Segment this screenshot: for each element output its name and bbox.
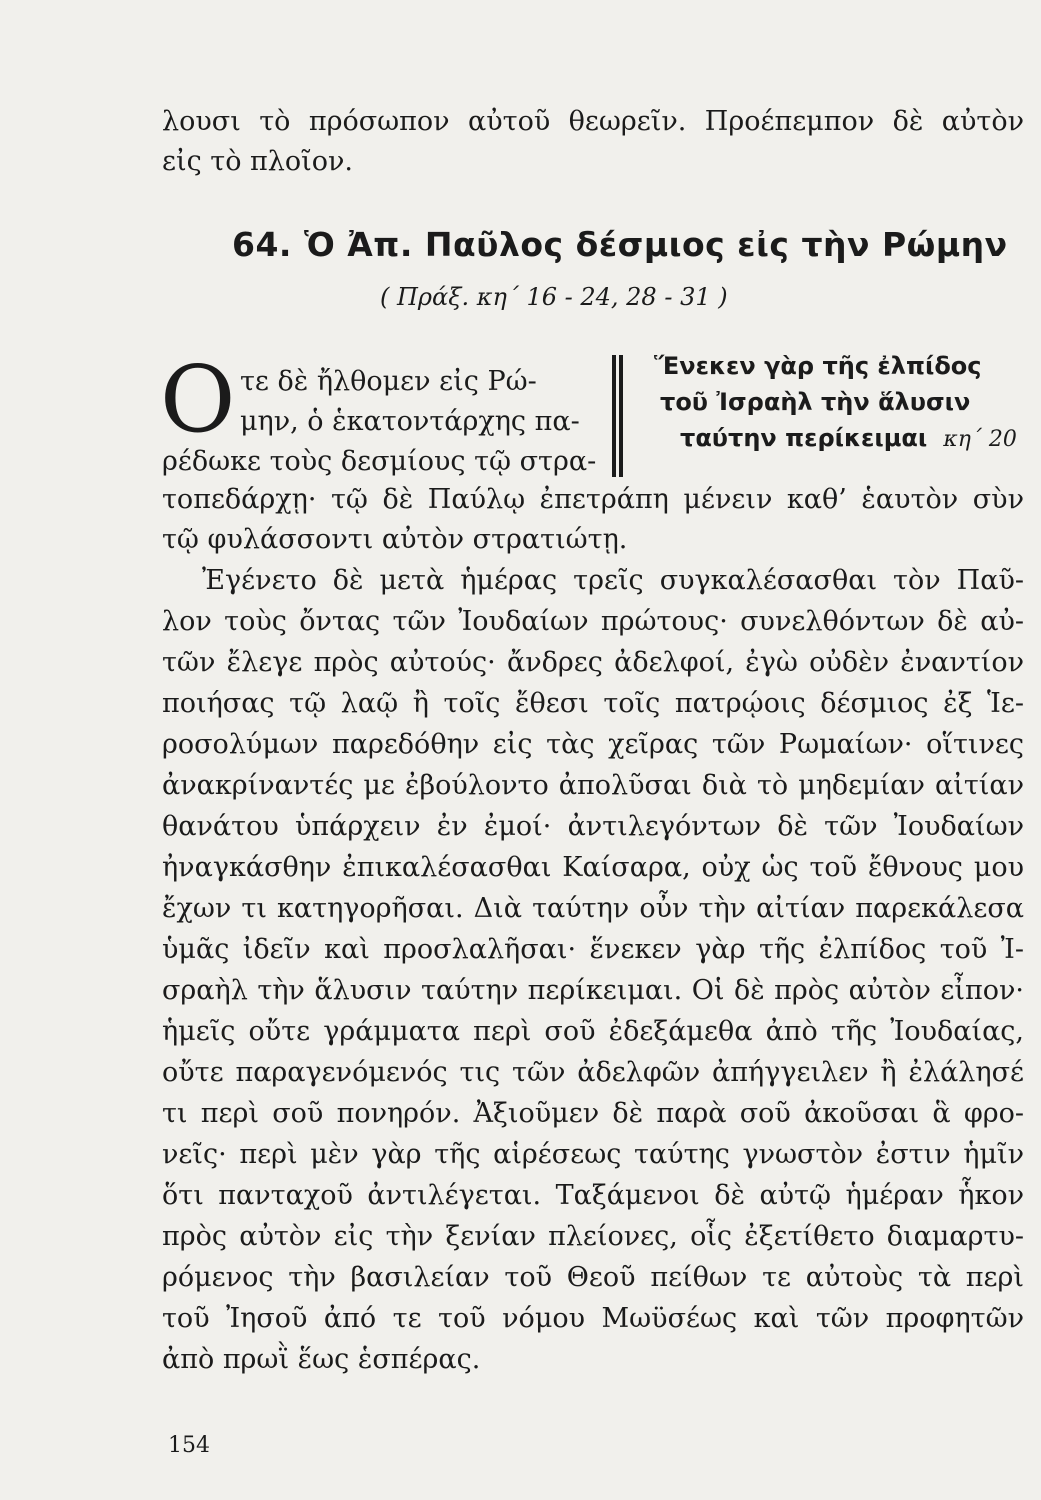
text-line: εἰς τὸ πλοῖον.	[162, 146, 354, 177]
section-title: 64. Ὁ Ἀπ. Παῦλος δέσμιος εἰς τὴν Ρώμην	[232, 225, 1008, 264]
text-line: ἀνακρίναντές με ἐβούλοντο ἀπολῦσαι διὰ τὸ μηδεμίαν αἰτίαν	[162, 770, 1024, 801]
text-line: ρόμενος τὴν βασιλείαν τοῦ Θεοῦ πείθων τε αὐτοὺς τὰ περὶ	[162, 1262, 1024, 1293]
quote-line: Ἕνεκεν γὰρ τῆς ἐλπίδος	[654, 352, 982, 380]
quote-line: τοῦ Ἰσραὴλ τὴν ἅλυσιν	[660, 388, 971, 416]
text-line: Ἐγένετο δὲ μετὰ ἡμέρας τρεῖς συγκαλέσασθαι τὸν Παῦ-	[202, 565, 1024, 596]
text-line: τοπεδάρχῃ· τῷ δὲ Παύλῳ ἐπετράπη μένειν καθ’ ἑαυτὸν σὺν	[162, 484, 1024, 515]
text-line: ἠναγκάσθην ἐπικαλέσασθαι Καίσαρα, οὐχ ὡς τοῦ ἔθνους μου	[162, 852, 1024, 883]
text-line: πρὸς αὐτὸν εἰς τὴν ξενίαν πλείονες, οἷς ἐξετίθετο διαμαρτυ-	[162, 1221, 1024, 1252]
text-line: λουσι τὸ πρόσωπον αὐτοῦ θεωρεῖν. Προέπεμπον δὲ αὐτὸν	[162, 106, 1024, 137]
text-line: ποιήσας τῷ λαῷ ἢ τοῖς ἔθεσι τοῖς πατρῴοις δέσμιος ἐξ Ἱε-	[162, 688, 1024, 719]
text-line: τῷ φυλάσσοντι αὐτὸν στρατιώτῃ.	[162, 524, 628, 555]
quote-line: ταύτην περίκειμαι	[680, 424, 928, 452]
text-line: λον τοὺς ὄντας τῶν Ἰουδαίων πρώτους· συνελθόντων δὲ αὐ-	[162, 606, 1024, 637]
drop-cap: Ο	[160, 346, 236, 453]
text-line: τι περὶ σοῦ πονηρόν. Ἀξιοῦμεν δὲ παρὰ σοῦ ἀκοῦσαι ἃ φρο-	[162, 1098, 1024, 1129]
quote-last-line	[680, 424, 1017, 452]
text-line: θανάτου ὑπάρχειν ἐν ἐμοί· ἀντιλεγόντων δὲ τῶν Ἰουδαίων	[162, 811, 1024, 842]
text-line: ὑμᾶς ἰδεῖν καὶ προσλαλῆσαι· ἕνεκεν γὰρ τῆς ἐλπίδος τοῦ Ἰ-	[162, 934, 1024, 965]
text-line: σραὴλ τὴν ἅλυσιν ταύτην περίκειμαι. Οἱ δὲ πρὸς αὐτὸν εἶπον·	[162, 975, 1024, 1006]
text-line: τε δὲ ἤλθομεν εἰς Ρώ-	[240, 366, 537, 397]
text-line: ἡμεῖς οὔτε γράμματα περὶ σοῦ ἐδεξάμεθα ἀπὸ τῆς Ἰουδαίας,	[162, 1016, 1024, 1047]
text-line: ρέδωκε τοὺς δεσμίους τῷ στρα-	[162, 446, 597, 477]
text-line: οὔτε παραγενόμενός τις τῶν ἀδελφῶν ἀπήγγειλεν ἢ ἐλάλησέ	[162, 1057, 1024, 1088]
quote-reference: κη΄ 20	[943, 427, 1017, 452]
text-line: νεῖς· περὶ μὲν γὰρ τῆς αἱρέσεως ταύτης γνωστὸν ἐστιν ἡμῖν	[162, 1139, 1024, 1170]
scripture-reference: ( Πράξ. κη΄ 16 - 24, 28 - 31 )	[380, 283, 728, 311]
quote-rule	[612, 355, 616, 477]
text-line: ἔχων τι κατηγορῆσαι. Διὰ ταύτην οὖν τὴν αἰτίαν παρεκάλεσα	[162, 893, 1024, 924]
text-line: ροσολύμων παρεδόθην εἰς τὰς χεῖρας τῶν Ρωμαίων· οἵτινες	[162, 729, 1024, 760]
text-line: τῶν ἔλεγε πρὸς αὐτούς· ἄνδρες ἀδελφοί, ἐγὼ οὐδὲν ἐναντίον	[162, 647, 1024, 678]
text-line: τοῦ Ἰησοῦ ἀπό τε τοῦ νόμου Μωϋσέως καὶ τῶν προφητῶν	[162, 1303, 1024, 1334]
text-line: ἀπὸ πρωῒ ἕως ἑσπέρας.	[162, 1344, 481, 1375]
text-line: μην, ὁ ἑκατοντάρχης πα-	[240, 406, 580, 437]
text-line: ὅτι πανταχοῦ ἀντιλέγεται. Ταξάμενοι δὲ αὐτῷ ἡμέραν ἧκον	[162, 1180, 1024, 1211]
quote-rule	[619, 355, 623, 477]
page-number: 154	[168, 1433, 210, 1458]
